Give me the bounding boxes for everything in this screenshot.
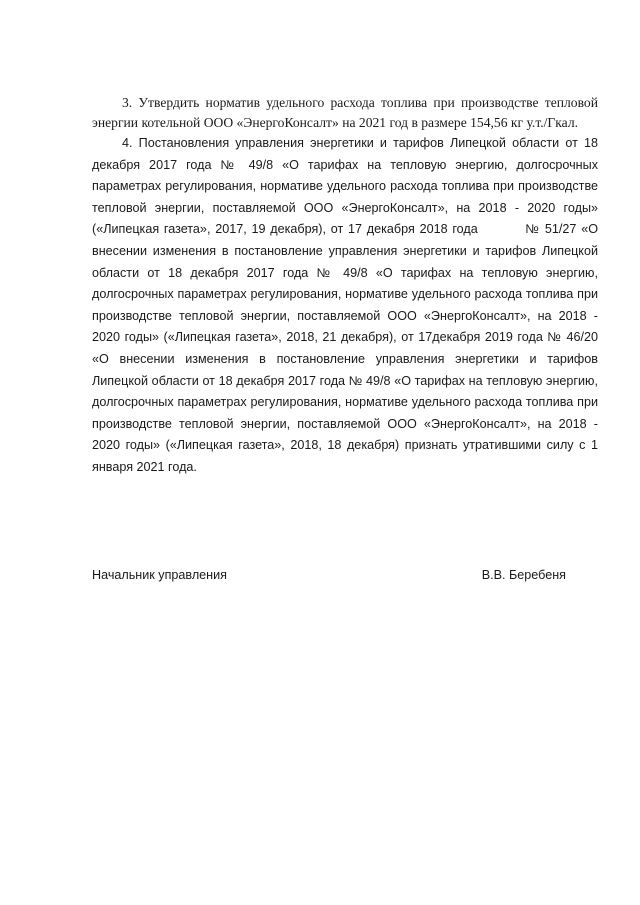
signatory-name: В.В. Беребеня <box>481 568 566 582</box>
signature-block <box>92 566 566 584</box>
paragraph-3: 3. Утвердить норматив удельного расхода топлива при производстве тепловой энергии котельной ООО «ЭнергоКонсалт» на 2021 год в размере 154,56 кг у.т./Гкал. <box>92 95 598 130</box>
document-body <box>92 93 602 479</box>
paragraph-4: 4. Постановления управления энергетики и тарифов Липецкой области от 18 декабря 2017 года № 49/8 «О тарифах на тепловую энергию, долгосрочных параметрах регулирования, нормативе удельного расхода топлива при производстве тепловой энергии, поставляемой ООО «ЭнергоКонсалт», на 2018 - 2020 годы» («Липецкая газета», 2017, 19 декабря), от 17 декабря 2018 года № 51/27 «О внесении изменения в постановление управления энергетики и тарифов Липецкой области от 18 декабря 2017 года № 49/8 «О тарифах на тепловую энергию, долгосрочных параметрах регулирования, нормативе удельного расхода топлива при производстве тепловой энергии, поставляемой ООО «ЭнергоКонсалт», на 2018 - 2020 годы» («Липецкая газета», 2018, 21 декабря), от 17декабря 2019 года № 46/20 «О внесении изменения в постановление управления энергетики и тарифов Липецкой области от 18 декабря 2017 года № 49/8 «О тарифах на тепловую энергию, долгосрочных параметрах регулирования, нормативе удельного расхода топлива при производстве тепловой энергии, поставляемой ООО «ЭнергоКонсалт», на 2018 - 2020 годы» («Липецкая газета», 2018, 18 декабря) признать утратившими силу с 1 января 2021 года. <box>92 136 602 474</box>
signatory-position: Начальник управления <box>92 568 227 582</box>
